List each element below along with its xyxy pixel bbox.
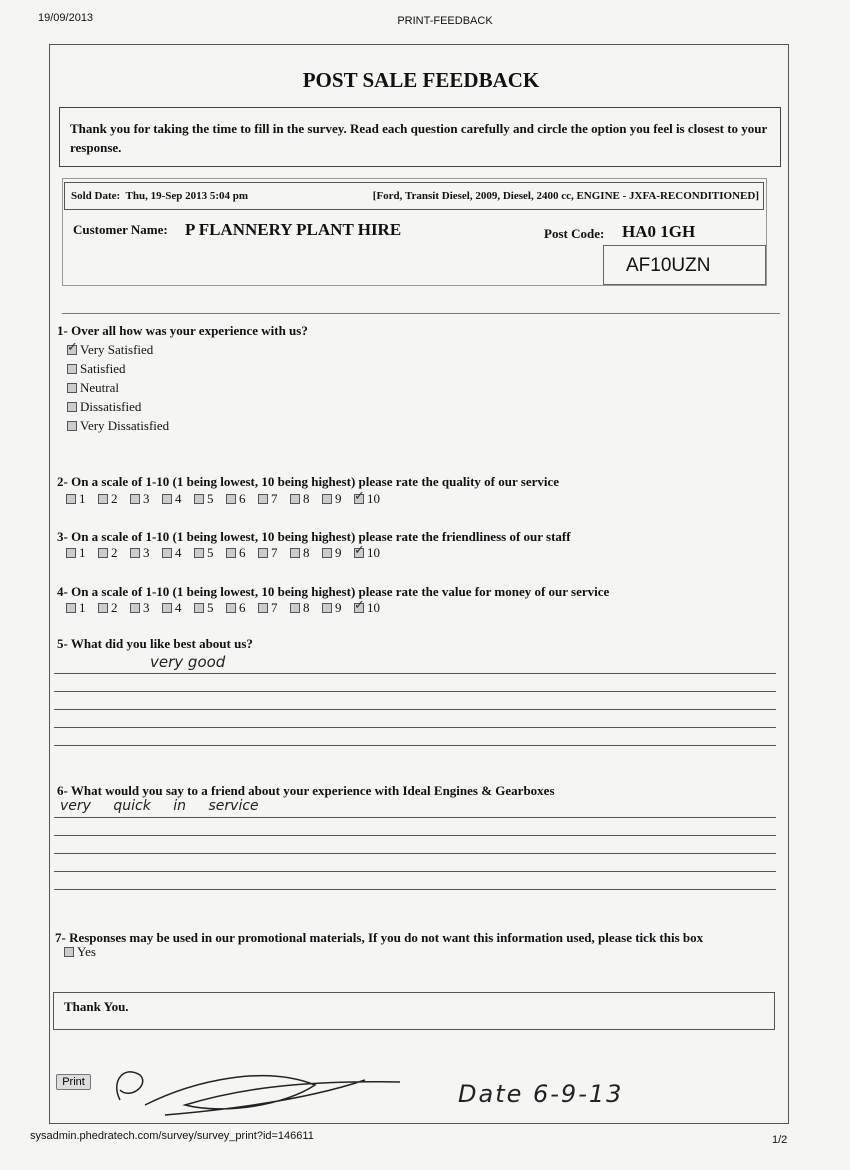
checkbox-icon[interactable] [226,548,236,558]
checkbox-icon[interactable] [258,494,268,504]
q7-option-yes[interactable]: Yes [64,942,96,961]
checkbox-checked-icon[interactable] [67,345,77,355]
checkbox-icon[interactable] [290,494,300,504]
answer-line [54,709,776,710]
scale-option[interactable]: 5 [194,545,226,561]
checkbox-icon[interactable] [322,548,332,558]
scale-option[interactable]: 1 [66,600,98,616]
scale-option[interactable]: 2 [98,491,130,507]
question-1: 1- Over all how was your experience with us? [57,323,308,338]
checkbox-icon[interactable] [226,603,236,613]
scale-option[interactable]: 8 [290,545,322,561]
question-3-scale [66,545,386,561]
checkbox-icon[interactable] [194,603,204,613]
scale-option[interactable]: 2 [98,545,130,561]
sold-date-value: Thu, 19-Sep 2013 5:04 pm [125,190,249,202]
checkbox-icon[interactable] [258,603,268,613]
scale-option[interactable]: 7 [258,545,290,561]
checkbox-icon[interactable] [226,494,236,504]
checkbox-icon[interactable] [162,548,172,558]
scale-option[interactable]: ✓ 10 [354,600,386,616]
question-7: 7- Responses may be used in our promotional materials, If you do not want this information used, please tick this box [55,930,704,945]
scale-option[interactable]: 4 [162,491,194,507]
answer-line [54,745,776,746]
checkbox-icon[interactable] [98,548,108,558]
scale-option[interactable]: 3 [130,600,162,616]
answer-line [54,673,776,674]
sold-date-row [64,182,764,210]
checkbox-checked-icon[interactable] [354,603,364,613]
q1-option-neutral[interactable]: Neutral [67,378,169,397]
checkbox-icon[interactable] [322,603,332,613]
section-divider [62,313,780,314]
scale-option[interactable]: 6 [226,545,258,561]
scale-option[interactable]: 9 [322,545,354,561]
answer-line [54,835,776,836]
intro-text: Thank you for taking the time to fill in the survey. Read each question carefully and circle the option you feel is closest to your response. [59,107,781,167]
checkbox-icon[interactable] [66,548,76,558]
checkbox-icon[interactable] [66,603,76,613]
print-button[interactable]: Print [56,1074,91,1090]
question-6-answer[interactable]: very quick in service [60,798,259,814]
scale-option[interactable]: 7 [258,600,290,616]
scale-option[interactable]: 8 [290,491,322,507]
checkbox-checked-icon[interactable] [354,494,364,504]
q1-option-very-dissatisfied[interactable]: Very Dissatisfied [67,416,169,435]
checkbox-icon[interactable] [322,494,332,504]
scale-option[interactable]: 4 [162,600,194,616]
checkbox-icon[interactable] [162,603,172,613]
checkbox-icon[interactable] [67,364,77,374]
question-1-options [67,340,169,435]
answer-line [54,871,776,872]
checkbox-icon[interactable] [258,548,268,558]
checkbox-icon[interactable] [66,494,76,504]
scale-option[interactable]: 5 [194,600,226,616]
checkbox-icon[interactable] [194,548,204,558]
scale-option[interactable]: 5 [194,491,226,507]
checkbox-icon[interactable] [290,548,300,558]
signature [105,1060,405,1125]
checkbox-icon[interactable] [67,402,77,412]
scale-option[interactable]: 1 [66,545,98,561]
sold-date-label: Sold Date: [71,190,121,202]
postcode-value: HA0 1GH [622,222,696,241]
scale-option[interactable]: 6 [226,600,258,616]
checkbox-checked-icon[interactable] [354,548,364,558]
scale-option[interactable]: 9 [322,600,354,616]
scale-option[interactable]: ✓ 10 [354,545,386,561]
checkbox-icon[interactable] [290,603,300,613]
scale-option[interactable]: 3 [130,491,162,507]
checkbox-icon[interactable] [130,494,140,504]
checkbox-icon[interactable] [67,383,77,393]
question-2-scale [66,491,386,507]
q1-option-very-satisfied[interactable]: ✓ Very Satisfied [67,340,169,359]
print-date: 19/09/2013 [38,12,94,24]
checkbox-icon[interactable] [98,603,108,613]
checkbox-icon[interactable] [130,548,140,558]
vehicle-description: [Ford, Transit Diesel, 2009, Diesel, 2400 cc, ENGINE - JXFA-RECONDITIONED] [372,190,759,202]
scale-option[interactable]: 8 [290,600,322,616]
answer-line [54,853,776,854]
checkbox-icon[interactable] [130,603,140,613]
answer-line [54,889,776,890]
customer-name-value: P FLANNERY PLANT HIRE [185,220,402,239]
question-4-scale [66,600,386,616]
scale-option[interactable]: 7 [258,491,290,507]
handwritten-date: Date 6-9-13 [458,1080,624,1108]
checkbox-icon[interactable] [98,494,108,504]
question-6: 6- What would you say to a friend about your experience with Ideal Engines & Gearboxes [57,783,555,798]
checkbox-icon[interactable] [194,494,204,504]
checkbox-icon[interactable] [64,947,74,957]
scale-option[interactable]: 3 [130,545,162,561]
answer-line [54,691,776,692]
question-5-answer[interactable]: very good [150,653,226,671]
question-3: 3- On a scale of 1-10 (1 being lowest, 10 being highest) please rate the friendliness of our staff [57,529,571,544]
checkbox-icon[interactable] [67,421,77,431]
q1-option-satisfied[interactable]: Satisfied [67,359,169,378]
scale-option[interactable]: 6 [226,491,258,507]
scale-option[interactable]: 4 [162,545,194,561]
scale-option[interactable]: ✓ 10 [354,491,386,507]
q1-option-dissatisfied[interactable]: Dissatisfied [67,397,169,416]
question-5: 5- What did you like best about us? [57,636,253,651]
print-title: PRINT-FEEDBACK [397,15,493,27]
customer-name-label: Customer Name: [73,222,168,237]
registration-box: AF10UZN [603,245,766,285]
scale-option[interactable]: 1 [66,491,98,507]
scale-option[interactable]: 2 [98,600,130,616]
footer-url: sysadmin.phedratech.com/survey/survey_print?id=146611 [30,1130,314,1142]
answer-line [54,727,776,728]
scale-option[interactable]: 9 [322,491,354,507]
postcode-label: Post Code: [544,226,605,241]
thank-you: Thank You. [53,992,775,1030]
page-number: 1/2 [772,1134,788,1146]
checkbox-icon[interactable] [162,494,172,504]
question-2: 2- On a scale of 1-10 (1 being lowest, 10 being highest) please rate the quality of our service [57,474,560,489]
answer-line [54,817,776,818]
form-title: POST SALE FEEDBACK [302,68,540,92]
question-4: 4- On a scale of 1-10 (1 being lowest, 10 being highest) please rate the value for money of our service [57,584,610,599]
